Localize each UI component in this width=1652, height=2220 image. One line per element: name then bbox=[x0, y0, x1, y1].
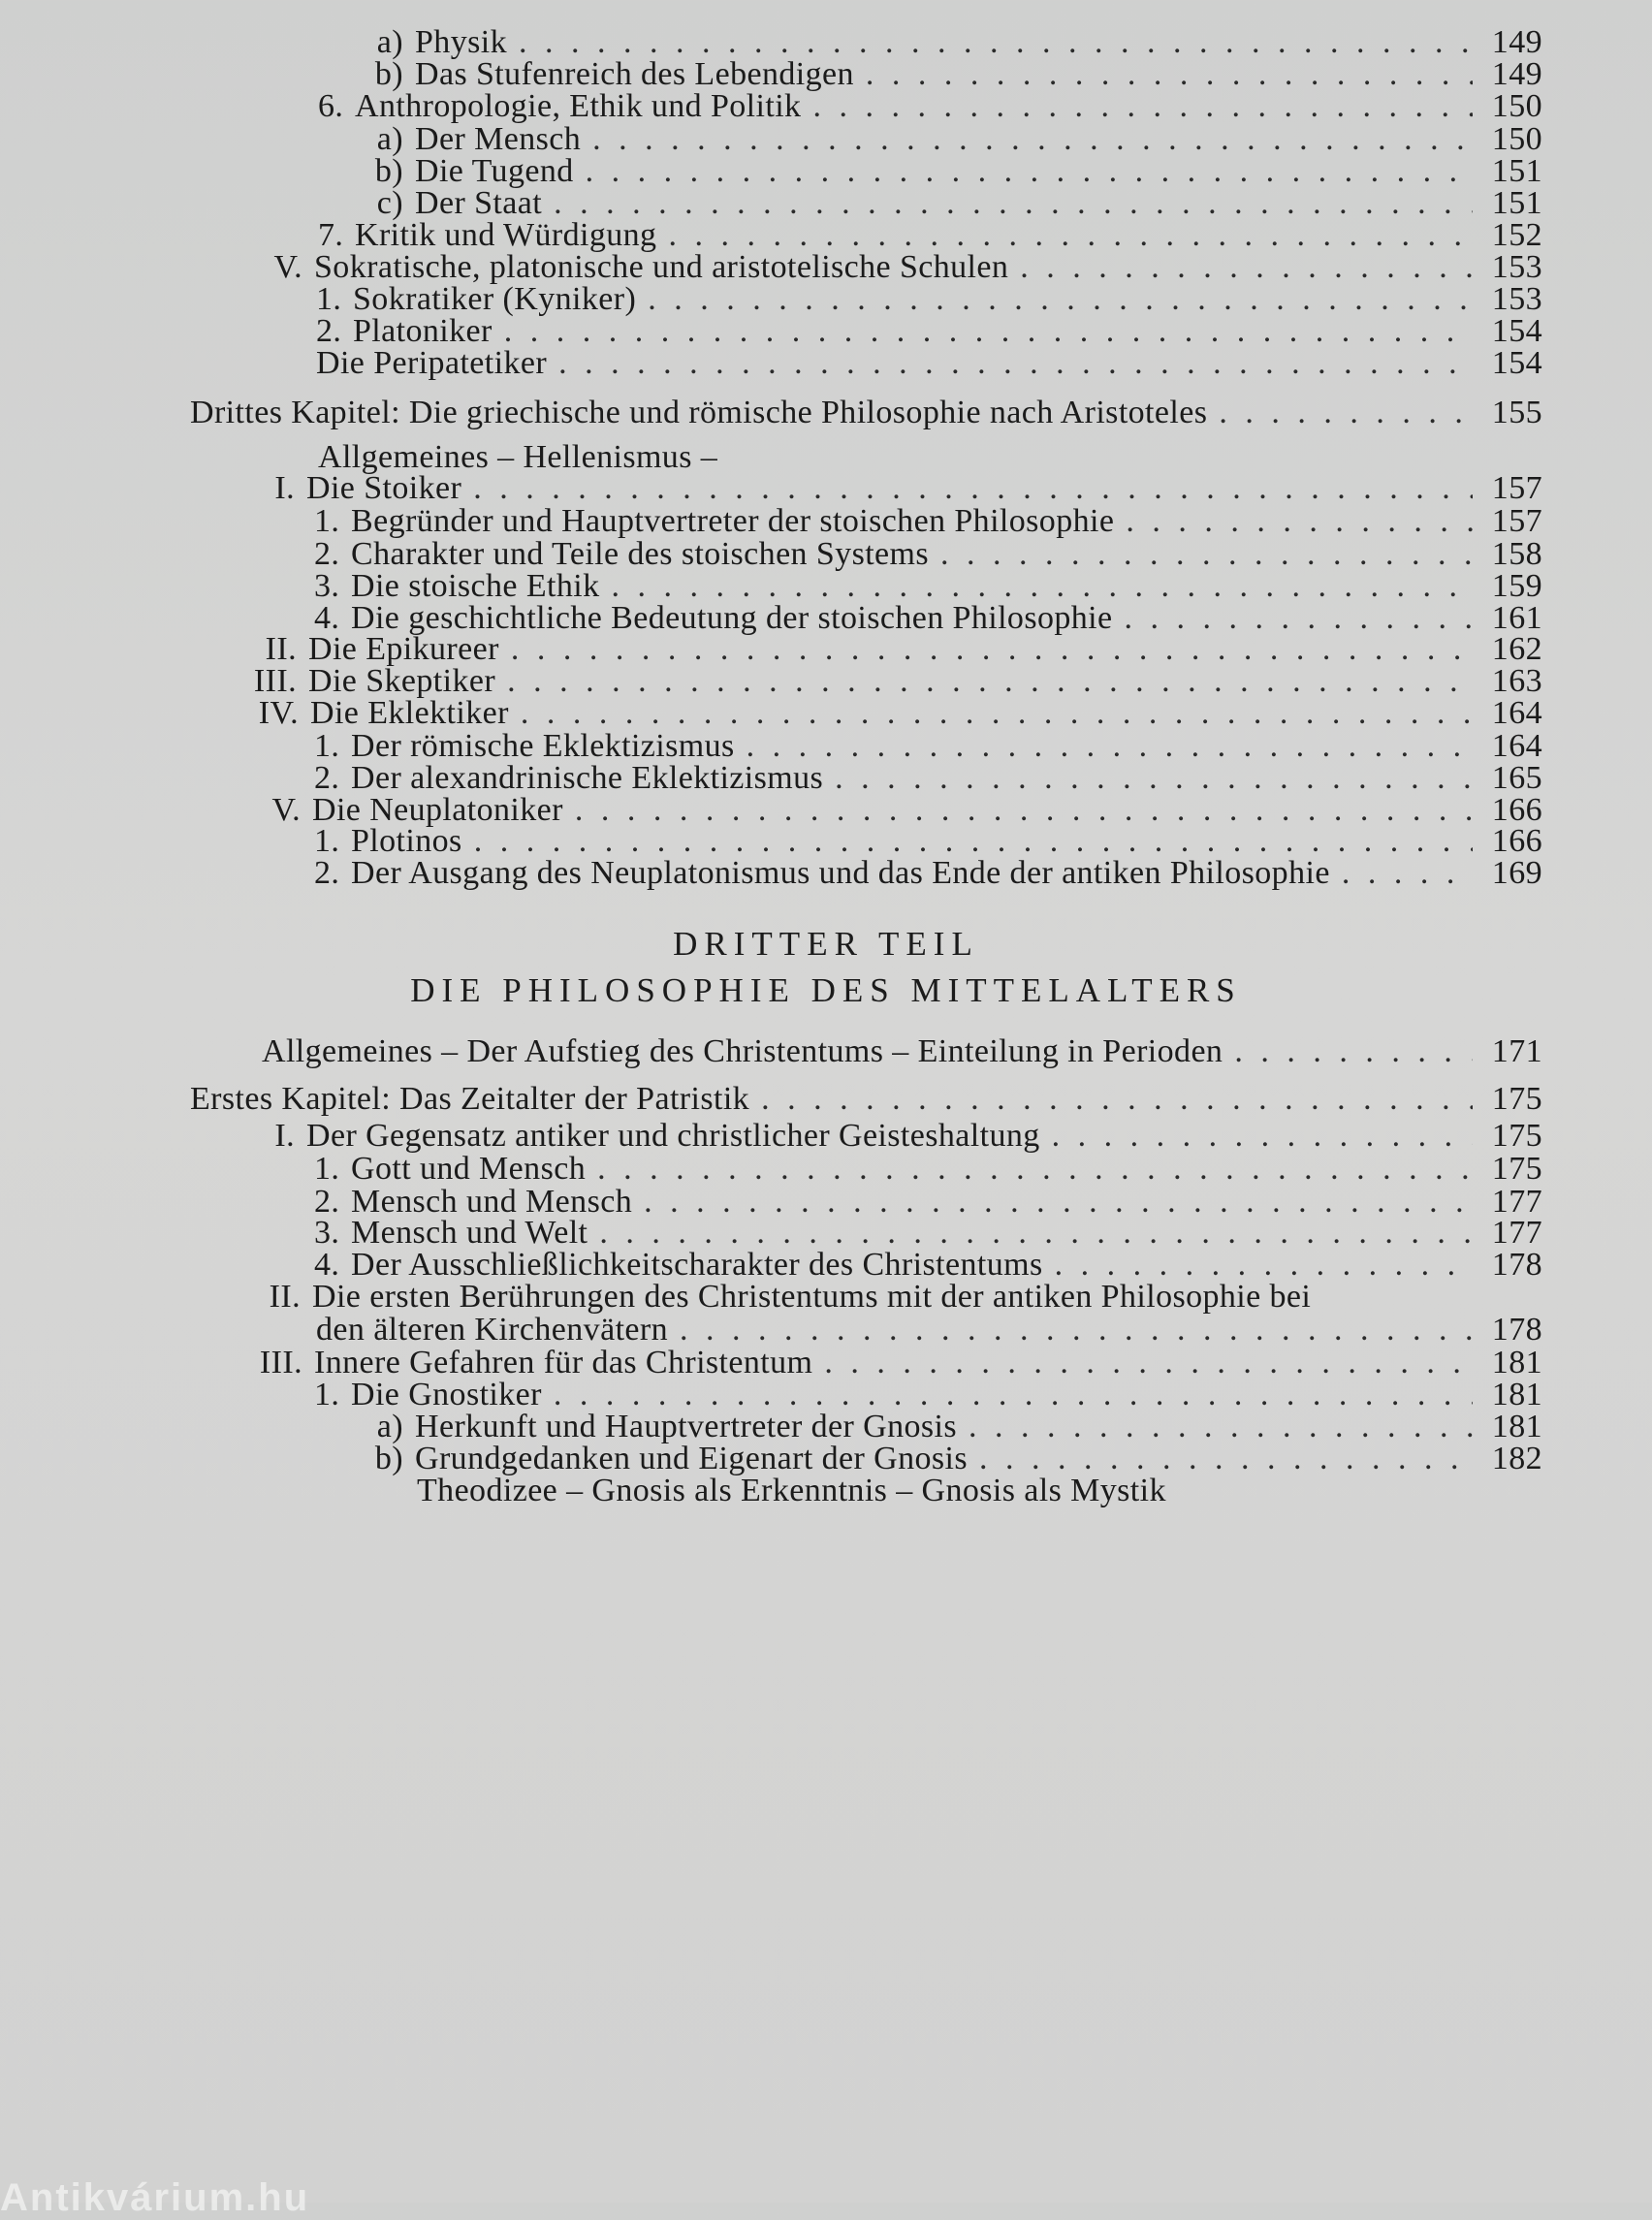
toc-entry-page: 175 bbox=[1491, 1151, 1542, 1187]
toc-entry-number: b) bbox=[374, 153, 403, 189]
toc-entry-page: 166 bbox=[1491, 792, 1542, 828]
toc-entry-title: Der alexandrinische Eklektizismus bbox=[351, 760, 824, 796]
toc-entry-title: Mensch und Mensch bbox=[351, 1184, 633, 1220]
part-subheading: DIE PHILOSOPHIE DES MITTELALTERS bbox=[410, 971, 1242, 1009]
toc-entry-number: 1. bbox=[314, 823, 340, 859]
toc-entry-title: Die Neuplatoniker bbox=[312, 792, 563, 828]
toc-entry-number: b) bbox=[374, 56, 403, 92]
toc-entry-number: III. bbox=[259, 1345, 302, 1380]
toc-entry-title: Anthropologie, Ethik und Politik bbox=[355, 88, 802, 124]
toc-entry-page: 181 bbox=[1491, 1377, 1542, 1412]
toc-entry-number: 1. bbox=[314, 503, 340, 539]
toc-entry-page: 158 bbox=[1491, 536, 1542, 572]
toc-entry-page: 181 bbox=[1491, 1345, 1542, 1380]
toc-entry-title: Sokratiker (Kyniker) bbox=[353, 281, 637, 317]
toc-entry-number: I. bbox=[274, 470, 295, 506]
toc-entry-page: 181 bbox=[1491, 1409, 1542, 1444]
toc-entry-number: 3. bbox=[314, 568, 340, 604]
toc-entry-title: Die Gnostiker bbox=[351, 1377, 542, 1412]
toc-entry-title: den älteren Kirchenvätern bbox=[316, 1312, 669, 1348]
toc-entry-page: 157 bbox=[1491, 470, 1542, 506]
toc-entry-title: Der Ausschließlichkeitscharakter des Christentums bbox=[351, 1247, 1043, 1283]
toc-entry-number: II. bbox=[269, 1279, 301, 1315]
toc-entry-number: 2. bbox=[316, 313, 342, 349]
toc-entry-page: 155 bbox=[1491, 395, 1542, 430]
toc-entry-number: 1. bbox=[314, 1151, 340, 1187]
toc-entry-page: 154 bbox=[1491, 345, 1542, 381]
toc-entry-title: Die Eklektiker bbox=[310, 695, 509, 731]
toc-entry-page: 177 bbox=[1491, 1184, 1542, 1220]
toc-entry-title: Die Tugend bbox=[415, 153, 574, 189]
toc-entry-page: 164 bbox=[1491, 728, 1542, 764]
toc-entry-page: 153 bbox=[1491, 281, 1542, 317]
toc-entry-title: Drittes Kapitel: Die griechische und römische Philosophie nach Aristoteles bbox=[190, 395, 1208, 430]
toc-entry-page: 166 bbox=[1491, 823, 1542, 859]
toc-entry-page: 153 bbox=[1491, 249, 1542, 285]
toc-entry-page: 175 bbox=[1491, 1118, 1542, 1154]
toc-entry-title: Grundgedanken und Eigenart der Gnosis bbox=[415, 1441, 968, 1476]
toc-entry-page: 152 bbox=[1491, 217, 1542, 253]
toc-entry-number: a) bbox=[376, 24, 403, 60]
toc-entry-number: I. bbox=[274, 1118, 295, 1154]
toc-entry-number: 6. bbox=[318, 88, 344, 124]
toc-entry-number: 1. bbox=[314, 728, 340, 764]
toc-entry-title: Plotinos bbox=[351, 823, 462, 859]
toc-entry bbox=[190, 392, 1542, 434]
toc-entry-title: Der Gegensatz antiker und christlicher Geisteshaltung bbox=[306, 1118, 1040, 1154]
toc-entry bbox=[316, 342, 1542, 385]
toc-entry-title: Theodizee – Gnosis als Erkenntnis – Gnosis als Mystik bbox=[417, 1473, 1166, 1508]
toc-entry-title: Die Peripatetiker bbox=[316, 345, 548, 381]
toc-entry-page: 182 bbox=[1491, 1441, 1542, 1476]
toc-entry-page: 169 bbox=[1491, 855, 1542, 891]
toc-entry-number: 4. bbox=[314, 1247, 340, 1283]
toc-entry-title: Allgemeines – Der Aufstieg des Christentums – Einteilung in Perioden bbox=[262, 1033, 1223, 1069]
toc-entry-number: V. bbox=[271, 792, 301, 828]
part-heading: DRITTER TEIL bbox=[673, 925, 979, 963]
toc-entry-title: Allgemeines – Hellenismus – bbox=[318, 439, 718, 475]
watermark: Antikvárium.hu bbox=[0, 2176, 310, 2219]
toc-entry-number: a) bbox=[376, 121, 403, 157]
toc-entry-title: Innere Gefahren für das Christentum bbox=[314, 1345, 813, 1380]
toc-entry-number: 4. bbox=[314, 600, 340, 636]
toc-entry-number: 1. bbox=[314, 1377, 340, 1412]
toc-entry-title: Der römische Eklektizismus bbox=[351, 728, 735, 764]
toc-entry-title: Die Epikureer bbox=[308, 631, 499, 667]
toc-entry-number: c) bbox=[376, 185, 403, 221]
toc-entry-page: 151 bbox=[1491, 153, 1542, 189]
toc-entry-page: 157 bbox=[1491, 503, 1542, 539]
toc-entry-page: 154 bbox=[1491, 313, 1542, 349]
toc-entry-title: Die stoische Ethik bbox=[351, 568, 600, 604]
toc-entry-title: Gott und Mensch bbox=[351, 1151, 587, 1187]
toc-entry-number: 2. bbox=[314, 1184, 340, 1220]
toc-entry bbox=[314, 852, 1542, 895]
toc-entry-page: 163 bbox=[1491, 663, 1542, 699]
toc-entry-title: Platoniker bbox=[353, 313, 492, 349]
toc-entry-number: 2. bbox=[314, 536, 340, 572]
toc-entry-page: 171 bbox=[1491, 1033, 1542, 1069]
toc-entry-title: Erstes Kapitel: Das Zeitalter der Patristik bbox=[190, 1081, 750, 1117]
toc-entry-title: Charakter und Teile des stoischen Systems bbox=[351, 536, 930, 572]
toc-entry-title: Physik bbox=[415, 24, 507, 60]
toc-entry bbox=[417, 1470, 1542, 1512]
toc-entry-page: 161 bbox=[1491, 600, 1542, 636]
toc-entry-title: Der Staat bbox=[415, 185, 543, 221]
toc-entry-number: 2. bbox=[314, 855, 340, 891]
toc-entry-page: 178 bbox=[1491, 1247, 1542, 1283]
toc-entry-page: 149 bbox=[1491, 56, 1542, 92]
toc-entry-title: Der Mensch bbox=[415, 121, 582, 157]
toc-entry-number: 1. bbox=[316, 281, 342, 317]
toc-entry-title: Die geschichtliche Bedeutung der stoischen Philosophie bbox=[351, 600, 1113, 636]
toc-entry-page: 177 bbox=[1491, 1215, 1542, 1251]
toc-entry-number: II. bbox=[265, 631, 297, 667]
toc-entry-title: Kritik und Würdigung bbox=[355, 217, 657, 253]
dot-leader bbox=[1342, 852, 1473, 895]
toc-entry-number: 3. bbox=[314, 1215, 340, 1251]
toc-entry-number: V. bbox=[273, 249, 302, 285]
toc-entry-title: Begründer und Hauptvertreter der stoischen Philosophie bbox=[351, 503, 1115, 539]
toc-entry bbox=[262, 1031, 1542, 1073]
dot-leader bbox=[558, 342, 1473, 385]
toc-entry-title: Der Ausgang des Neuplatonismus und das Ende der antiken Philosophie bbox=[351, 855, 1330, 891]
toc-entry-title: Die ersten Berührungen des Christentums mit der antiken Philosophie bei bbox=[312, 1279, 1312, 1315]
toc-entry-page: 150 bbox=[1491, 88, 1542, 124]
toc-entry-number: b) bbox=[374, 1441, 403, 1476]
toc-entry-title: Die Stoiker bbox=[306, 470, 462, 506]
toc-entry-title: Das Stufenreich des Lebendigen bbox=[415, 56, 854, 92]
toc-entry-page: 151 bbox=[1491, 185, 1542, 221]
dot-leader bbox=[1219, 392, 1473, 434]
toc-entry-page: 175 bbox=[1491, 1081, 1542, 1117]
toc-entry-number: 7. bbox=[318, 217, 344, 253]
toc-entry-page: 165 bbox=[1491, 760, 1542, 796]
toc-entry-title: Herkunft und Hauptvertreter der Gnosis bbox=[415, 1409, 958, 1444]
toc-entry-number: a) bbox=[376, 1409, 403, 1444]
toc-entry-title: Sokratische, platonische und aristotelische Schulen bbox=[314, 249, 1009, 285]
toc-entry-page: 149 bbox=[1491, 24, 1542, 60]
toc-entry-title: Mensch und Welt bbox=[351, 1215, 588, 1251]
toc-entry-page: 164 bbox=[1491, 695, 1542, 731]
toc-entry-page: 162 bbox=[1491, 631, 1542, 667]
toc-entry-number: IV. bbox=[258, 695, 299, 731]
toc-entry-page: 150 bbox=[1491, 121, 1542, 157]
toc-entry-number: III. bbox=[253, 663, 297, 699]
toc-entry-number: 2. bbox=[314, 760, 340, 796]
toc-entry-title: Die Skeptiker bbox=[308, 663, 496, 699]
dot-leader bbox=[1234, 1031, 1473, 1073]
toc-entry-page: 178 bbox=[1491, 1312, 1542, 1348]
toc-entry-page: 159 bbox=[1491, 568, 1542, 604]
